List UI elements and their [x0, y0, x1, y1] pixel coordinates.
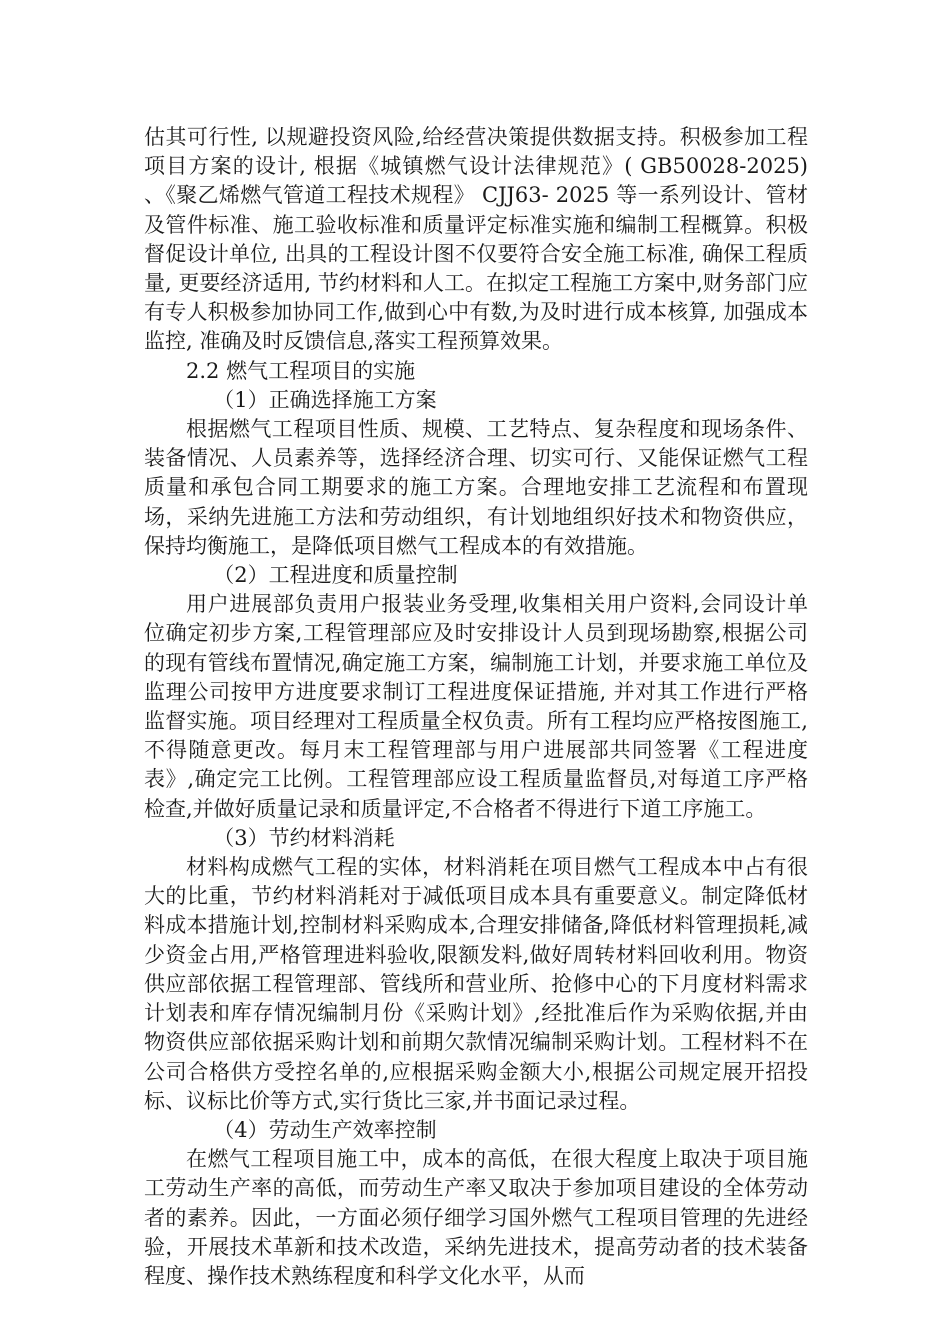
section-heading: 2.2 燃气工程项目的实施 [186, 358, 416, 383]
paragraph: 根据燃气工程项目性质、规模、工艺特点、复杂程度和现场条件、装备情况、人员素养等，选择经济合理、切实可行、又能保证燃气工程质量和承包合同工期要求的施工方案。合理地安排工艺流程和布置现场，采纳先进施工方法和劳动组织，有计划地组织好技术和物资供应，保持均衡施工，是降低项目燃气工程成本的有效措施。 [144, 417, 808, 558]
subsection-heading: （3）节约材料消耗 [213, 825, 395, 850]
paragraph: 材料构成燃气工程的实体，材料消耗在项目燃气工程成本中占有很大的比重，节约材料消耗对于减低项目成本具有重要意义。制定降低材料成本措施计划,控制材料采购成本,合理安排储备,降低材料管理损耗,减少资金占用,严格管理进料验收,限额发料,做好周转材料回收利用。物资供应部依据工程管理部、管线所和营业所、抢修中心的下月度材料需求计划表和库存情况编制月份《采购计划》,经批准后作为采购依据,并由物资供应部依据采购计划和前期欠款情况编制采购计划。工程材料不在公司合格供方受控名单的,应根据采购金额大小,根据公司规定展开招投标、议标比价等方式,实行货比三家,并书面记录过程。 [144, 855, 808, 1113]
paragraph: 在燃气工程项目施工中，成本的高低，在很大程度上取决于项目施工劳动生产率的高低，而劳动生产率又取决于参加项目建设的全体劳动者的素养。因此，一方面必须仔细学习国外燃气工程项目管理的先进经验，开展技术革新和技术改造，采纳先进技术，提高劳动者的技术装备程度、操作技术熟练程度和科学文化水平，从而 [144, 1147, 808, 1288]
subsection-heading: （1）正确选择施工方案 [213, 387, 437, 412]
document-body [144, 123, 808, 1291]
subsection-heading: （4）劳动生产效率控制 [213, 1117, 437, 1142]
paragraph-continuation: 估其可行性, 以规避投资风险,给经营决策提供数据支持。积极参加工程项目方案的设计, 根据《城镇燃气设计法律规范》( GB50028-2025) 、《聚乙烯燃气管道工程技术规程》 CJJ63- 2025 等一系列设计、管材及管件标准、施工验收标准和质量评定标准实施和编制工程概算。积极督促设计单位, 出具的工程设计图不仅要符合安全施工标准, 确保工程质量, 更要经济适用, 节约材料和人工。在拟定工程施工方案中,财务部门应有专人积极参加协同工作,做到心中有数,为及时进行成本核算, 加强成本监控, 准确及时反馈信息,落实工程预算效果。 [144, 125, 808, 354]
subsection-heading: （2）工程进度和质量控制 [213, 563, 458, 588]
paragraph: 用户进展部负责用户报装业务受理,收集相关用户资料,会同设计单位确定初步方案,工程管理部应及时安排设计人员到现场勘察,根据公司的现有管线布置情况,确定施工方案，编制施工计划，并要求施工单位及监理公司按甲方进度要求制订工程进度保证措施, 并对其工作进行严格监督实施。项目经理对工程质量全权负责。所有工程均应严格按图施工,不得随意更改。每月末工程管理部与用户进展部共同签署《工程进度表》,确定完工比例。工程管理部应设工程质量监督员,对每道工序严格检查,并做好质量记录和质量评定,不合格者不得进行下道工序施工。 [144, 592, 808, 821]
